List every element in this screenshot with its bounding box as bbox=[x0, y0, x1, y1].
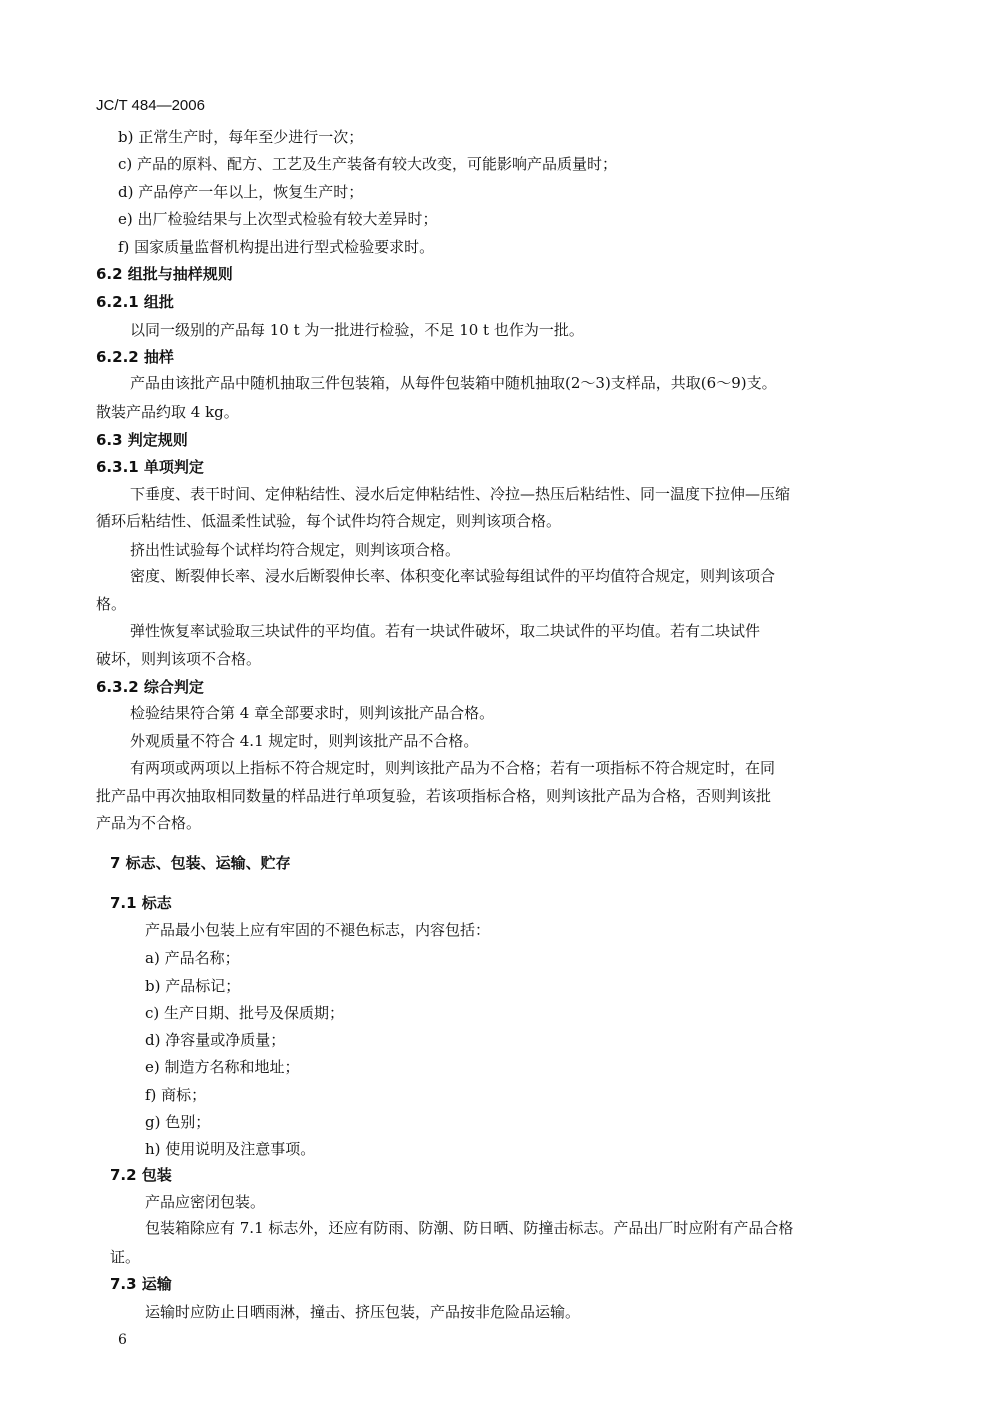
paragraph-line: 挤出性试验每个试样均符合规定，则判该项合格。 bbox=[130, 541, 461, 559]
paragraph-line: 产品最小包装上应有牢固的不褪色标志，内容包括： bbox=[145, 921, 491, 939]
paragraph-line: 格。 bbox=[96, 595, 127, 613]
list-item: h) 使用说明及注意事项。 bbox=[145, 1140, 316, 1158]
list-item: e) 制造方名称和地址； bbox=[145, 1058, 300, 1076]
section-heading: 6.3 判定规则 bbox=[96, 431, 188, 449]
paragraph-line: 以同一级别的产品每 10 t 为一批进行检验，不足 10 t 也作为一批。 bbox=[130, 321, 584, 339]
document-code: JC/T 484—2006 bbox=[96, 97, 205, 114]
paragraph-line: 检验结果符合第 4 章全部要求时，则判该批产品合格。 bbox=[130, 704, 495, 722]
list-item: f) 国家质量监督机构提出进行型式检验要求时。 bbox=[118, 238, 435, 256]
paragraph-line: 证。 bbox=[110, 1248, 141, 1266]
list-item: d) 产品停产一年以上，恢复生产时； bbox=[118, 183, 364, 201]
paragraph-line: 破坏，则判该项不合格。 bbox=[96, 650, 262, 668]
list-item: d) 净容量或净质量； bbox=[145, 1031, 286, 1049]
list-item: g) 色别； bbox=[145, 1113, 211, 1131]
paragraph-line: 弹性恢复率试验取三块试件的平均值。若有一块试件破坏，取二块试件的平均值。若有二块试件 bbox=[130, 622, 761, 640]
section-heading: 7.3 运输 bbox=[110, 1275, 172, 1293]
subsection-heading: 6.2.2 抽样 bbox=[96, 348, 174, 366]
paragraph-line: 包装箱除应有 7.1 标志外，还应有防雨、防潮、防日晒、防撞击标志。产品出厂时应附有产品合格 bbox=[145, 1219, 794, 1237]
paragraph-line: 产品应密闭包装。 bbox=[145, 1193, 266, 1211]
list-item: a) 产品名称； bbox=[145, 949, 240, 967]
list-item: b) 正常生产时，每年至少进行一次； bbox=[118, 128, 364, 146]
paragraph-line: 循环后粘结性、低温柔性试验，每个试件均符合规定，则判该项合格。 bbox=[96, 512, 562, 530]
list-item: c) 生产日期、批号及保质期； bbox=[145, 1004, 345, 1022]
list-item: c) 产品的原料、配方、工艺及生产装备有较大改变，可能影响产品质量时； bbox=[118, 155, 618, 173]
chapter-heading: 7 标志、包装、运输、贮存 bbox=[110, 854, 291, 872]
list-item: e) 出厂检验结果与上次型式检验有较大差异时； bbox=[118, 210, 438, 228]
paragraph-line: 产品由该批产品中随机抽取三件包装箱，从每件包装箱中随机抽取(2～3)支样品，共取(6～9)支。 bbox=[130, 374, 777, 392]
paragraph-line: 外观质量不符合 4.1 规定时，则判该批产品不合格。 bbox=[130, 732, 479, 750]
paragraph-line: 运输时应防止日晒雨淋，撞击、挤压包装，产品按非危险品运输。 bbox=[145, 1303, 581, 1321]
paragraph-line: 密度、断裂伸长率、浸水后断裂伸长率、体积变化率试验每组试件的平均值符合规定，则判该项合 bbox=[130, 567, 776, 585]
paragraph-line: 散装产品约取 4 kg。 bbox=[96, 403, 239, 421]
paragraph-line: 产品为不合格。 bbox=[96, 814, 202, 832]
paragraph-line: 有两项或两项以上指标不符合规定时，则判该批产品为不合格；若有一项指标不符合规定时，在同 bbox=[130, 759, 776, 777]
subsection-heading: 6.3.1 单项判定 bbox=[96, 458, 204, 476]
subsection-heading: 6.2.1 组批 bbox=[96, 293, 174, 311]
list-item: f) 商标； bbox=[145, 1086, 207, 1104]
section-heading: 7.1 标志 bbox=[110, 894, 172, 912]
paragraph-line: 批产品中再次抽取相同数量的样品进行单项复验，若该项指标合格，则判该批产品为合格，否则判该批 bbox=[96, 787, 772, 805]
subsection-heading: 6.3.2 综合判定 bbox=[96, 678, 204, 696]
page-number: 6 bbox=[118, 1332, 127, 1348]
paragraph-line: 下垂度、表干时间、定伸粘结性、浸水后定伸粘结性、冷拉—热压后粘结性、同一温度下拉伸—压缩 bbox=[130, 485, 791, 503]
list-item: b) 产品标记； bbox=[145, 977, 241, 995]
section-heading: 6.2 组批与抽样规则 bbox=[96, 265, 233, 283]
section-heading: 7.2 包装 bbox=[110, 1166, 172, 1184]
